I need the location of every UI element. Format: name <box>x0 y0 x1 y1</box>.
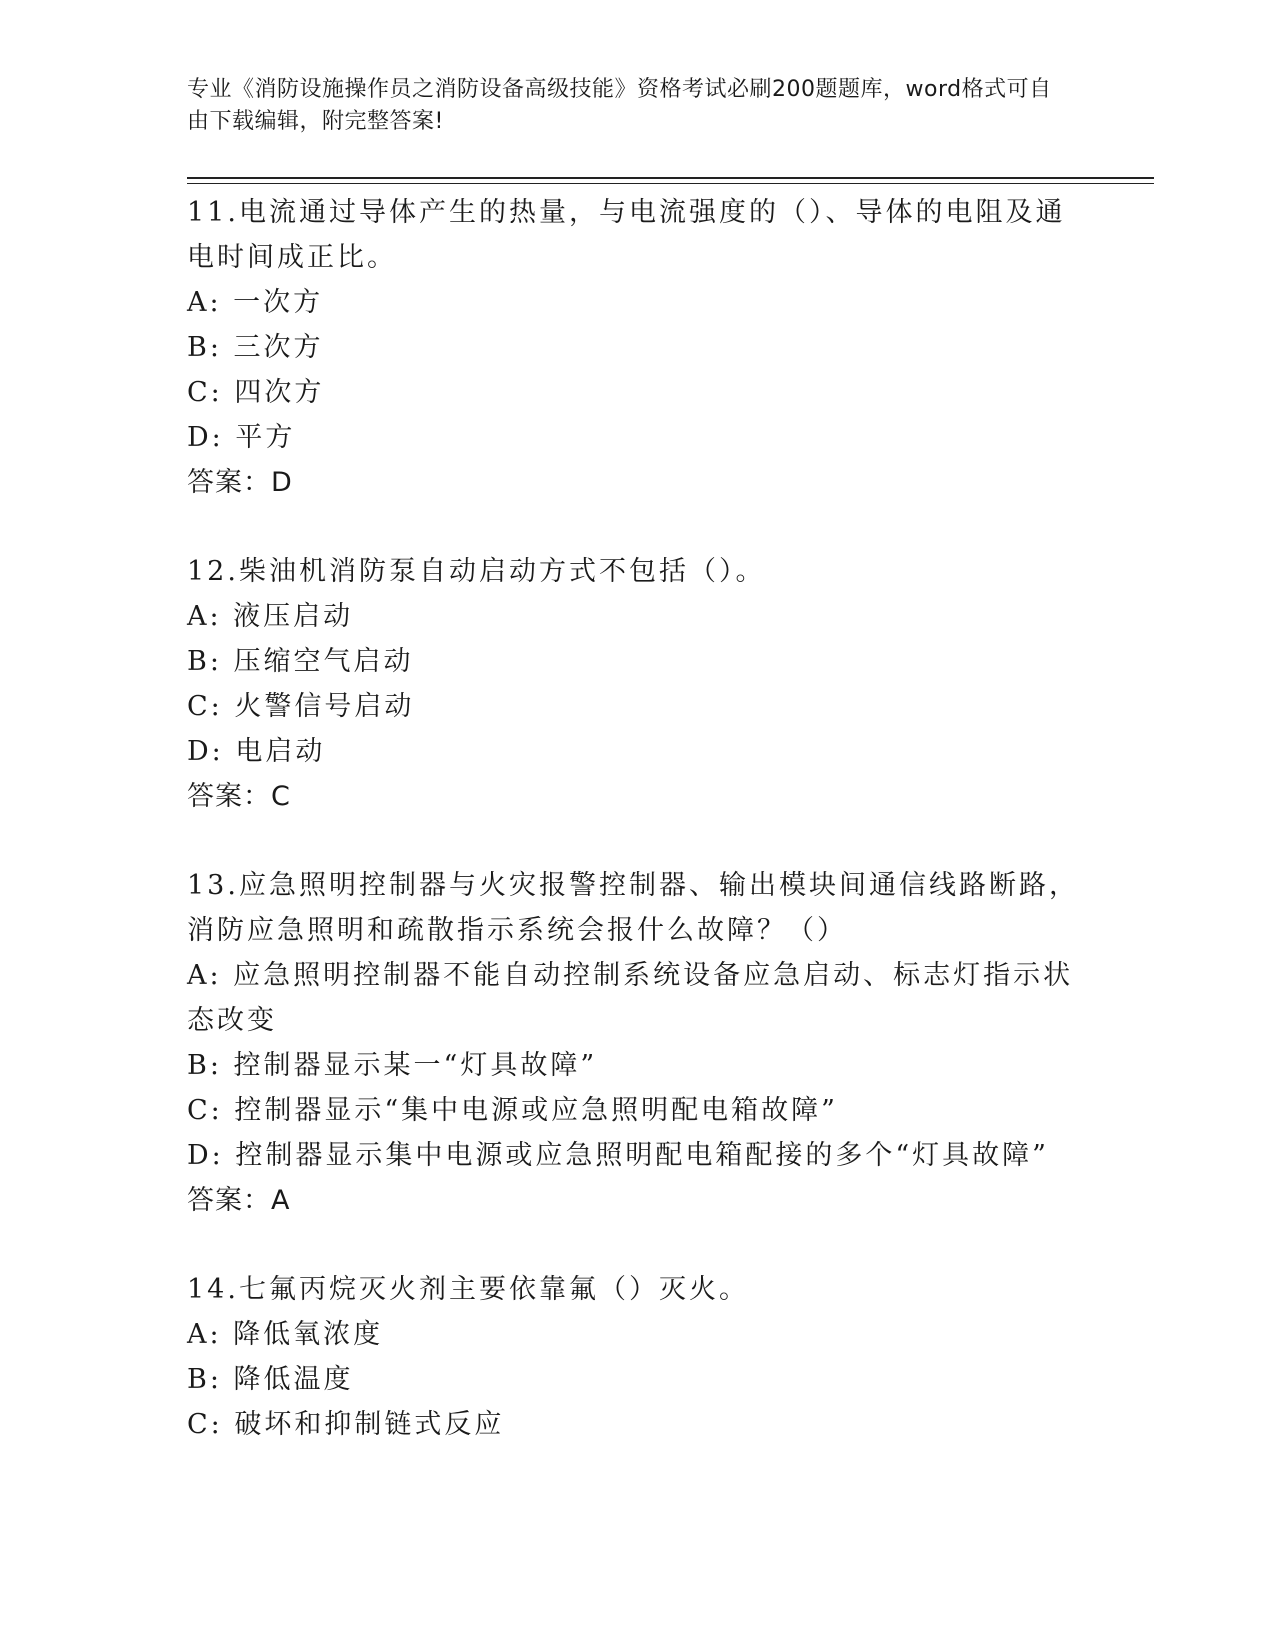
option-a: A: 一次方 <box>187 287 324 318</box>
option-d: D: 控制器显示集中电源或应急照明配电箱配接的多个“灯具故障” <box>187 1140 1049 1171</box>
question-text: 14.七氟丙烷灭火剂主要依靠氟（）灭火。 <box>187 1274 749 1305</box>
question-11 <box>187 190 1087 505</box>
option-a: A: 液压启动 <box>187 601 354 632</box>
header-divider-thin <box>187 183 1154 184</box>
question-13 <box>187 863 1087 1223</box>
header-divider-thick <box>187 177 1154 179</box>
option-b: B: 降低温度 <box>187 1364 354 1395</box>
option-c: C: 火警信号启动 <box>187 691 415 722</box>
question-text: 13.应急照明控制器与火灾报警控制器、输出模块间通信线路断路，消防应急照明和疏散指示系统会报什么故障？（） <box>187 870 1079 946</box>
option-c: C: 破坏和抑制链式反应 <box>187 1409 505 1440</box>
option-b: B: 压缩空气启动 <box>187 646 414 677</box>
option-a: A: 应急照明控制器不能自动控制系统设备应急启动、标志灯指示状态改变 <box>187 960 1074 1036</box>
answer: 答案：C <box>187 781 291 812</box>
document-header: 专业《消防设施操作员之消防设备高级技能》资格考试必刷200题题库，word格式可自由下载编辑，附完整答案! <box>187 77 1052 134</box>
question-14 <box>187 1267 1087 1447</box>
option-c: C: 控制器显示“集中电源或应急照明配电箱故障” <box>187 1095 838 1126</box>
option-c: C: 四次方 <box>187 377 325 408</box>
answer: 答案：D <box>187 467 293 498</box>
option-b: B: 三次方 <box>187 332 324 363</box>
question-text: 11.电流通过导体产生的热量，与电流强度的（）、导体的电阻及通电时间成正比。 <box>187 197 1066 273</box>
option-b: B: 控制器显示某一“灯具故障” <box>187 1050 598 1081</box>
option-d: D: 平方 <box>187 422 296 453</box>
question-12 <box>187 549 1087 819</box>
question-text: 12.柴油机消防泵自动启动方式不包括（）。 <box>187 556 766 587</box>
question-list <box>187 190 1087 1491</box>
option-a: A: 降低氧浓度 <box>187 1319 384 1350</box>
option-d: D: 电启动 <box>187 736 326 767</box>
answer: 答案：A <box>187 1185 291 1216</box>
